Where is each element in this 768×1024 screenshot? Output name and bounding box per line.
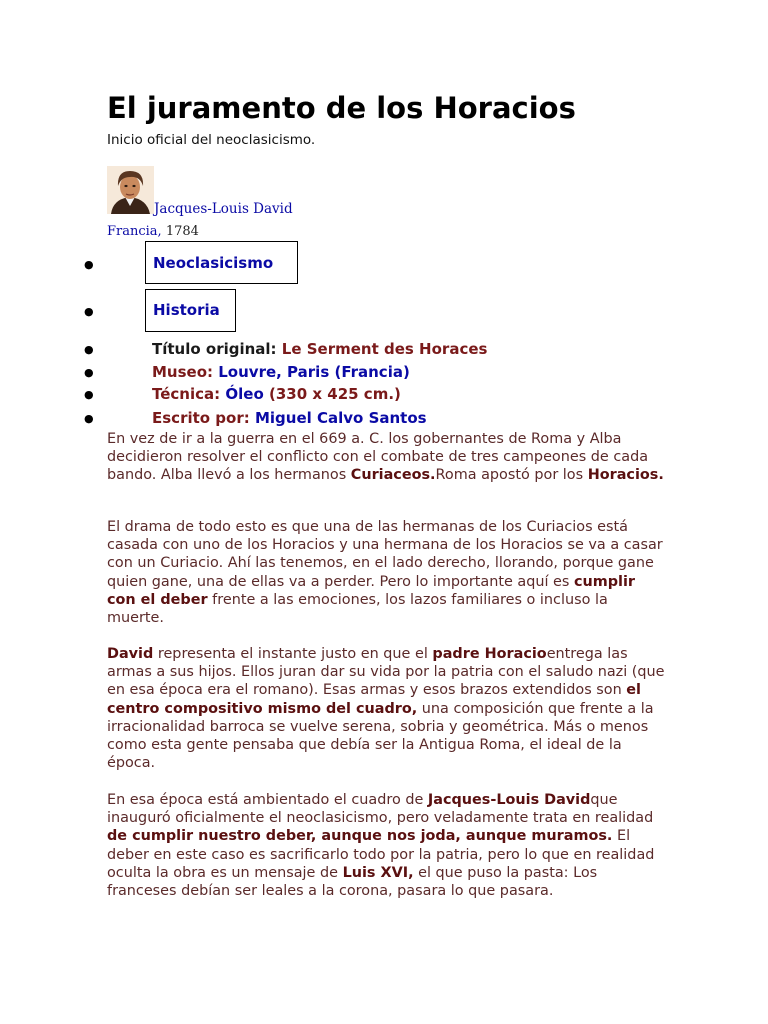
museum-link[interactable]: Louvre, Paris (Francia) <box>218 363 410 381</box>
museum-row <box>152 362 410 382</box>
technique-label: Técnica: <box>152 385 221 403</box>
text-run: frente a las emociones, los lazos familiares o incluso la muerte. <box>107 591 608 627</box>
portrait-image <box>107 166 154 214</box>
year: 1784 <box>165 224 199 239</box>
bullet: ● <box>84 305 94 318</box>
page-subtitle: Inicio oficial del neoclasicismo. <box>107 132 316 148</box>
museum-label: Museo: <box>152 363 214 381</box>
text-run: que inauguró oficialmente el neoclasicismo, pero veladamente trata en realidad <box>107 792 654 827</box>
nav-item-label[interactable]: Historia <box>153 301 220 319</box>
technique-size: (330 x 425 cm.) <box>268 385 401 403</box>
text-run: En esa época está ambientado el cuadro de <box>107 792 428 808</box>
text-run: el que puso la pasta: Los franceses debían ser leales a la corona, pasara lo que pasara. <box>107 864 598 900</box>
written-by-link[interactable]: Miguel Calvo Santos <box>254 409 427 427</box>
nav-item-historia[interactable] <box>145 289 236 332</box>
paragraph-1 <box>107 430 667 485</box>
bullet: ● <box>84 388 94 401</box>
bullet: ● <box>84 412 94 425</box>
author-portrait[interactable] <box>107 166 154 214</box>
bold-run: de cumplir nuestro deber, aunque nos joda, aunque muramos. <box>107 828 613 845</box>
text-run: representa el instante justo en que el <box>153 646 433 662</box>
bold-run: cumplir con el deber <box>107 573 636 608</box>
bold-run: padre Horacio <box>432 646 547 662</box>
text-run: En vez de ir a la guerra en el 669 a. C. los gobernantes de Roma y Alba decidieron resolver el conflicto con el combate de tres campeones de cada bando. Alba llevó a los hermanos <box>107 431 649 484</box>
bold-run: Curiaceos. <box>350 467 436 484</box>
country-link[interactable]: Francia, <box>107 224 162 239</box>
technique-link[interactable]: Óleo <box>225 385 264 403</box>
original-title-value: Le Serment des Horaces <box>281 340 488 358</box>
author-row <box>152 408 427 428</box>
nav-item-neoclasicismo[interactable] <box>145 241 298 284</box>
page-title: El juramento de los Horacios <box>107 91 576 125</box>
text-run: El deber en este caso es sacrificarlo todo por la patria, pero lo que en realidad oculta la obra es un mensaje de <box>107 828 655 881</box>
paragraph-3 <box>107 645 667 772</box>
original-title-row <box>152 339 487 359</box>
written-by-label: Escrito por: <box>152 409 250 427</box>
text-run: entrega las armas a sus hijos. Ellos juran dar su vida por la patria con el saludo nazi (que en esa época era el romano). Esas armas y esos brazos extendidos son <box>107 646 665 699</box>
paragraph-4 <box>107 791 667 900</box>
text-run: una composición que frente a la irracionalidad barroca se vuelve serena, sobria y geométrica. Más o menos como esta gente pensaba que debía ser la Antigua Roma, el ideal de la época. <box>107 700 654 772</box>
bold-run: Jacques-Louis David <box>427 792 591 808</box>
paragraph-2 <box>107 518 667 627</box>
text-run: Roma apostó por los <box>435 467 588 484</box>
bold-run: David <box>107 646 154 662</box>
bullet: ● <box>84 366 94 379</box>
bold-run: Horacios. <box>587 467 664 484</box>
origin-line <box>107 223 199 241</box>
nav-item-label[interactable]: Neoclasicismo <box>153 254 274 272</box>
original-title-label: Título original: <box>152 340 277 358</box>
bold-run: el centro compositivo mismo del cuadro, <box>107 682 641 717</box>
bold-run: Luis XVI, <box>342 864 414 881</box>
author-name-link[interactable]: Jacques-Louis David <box>154 201 293 217</box>
bullet: ● <box>84 258 94 271</box>
technique-row <box>152 384 401 404</box>
text-run: El drama de todo esto es que una de las hermanas de los Curiacios está casada con uno de los Horacios y una hermana de los Horacios se va a casar con un Curiacio. Ahí las tenemos, en el lado derecho, llorando, porque gane quien gane, una de ellas va a perder. Pero lo importante aquí es <box>107 519 663 590</box>
bullet: ● <box>84 343 94 356</box>
